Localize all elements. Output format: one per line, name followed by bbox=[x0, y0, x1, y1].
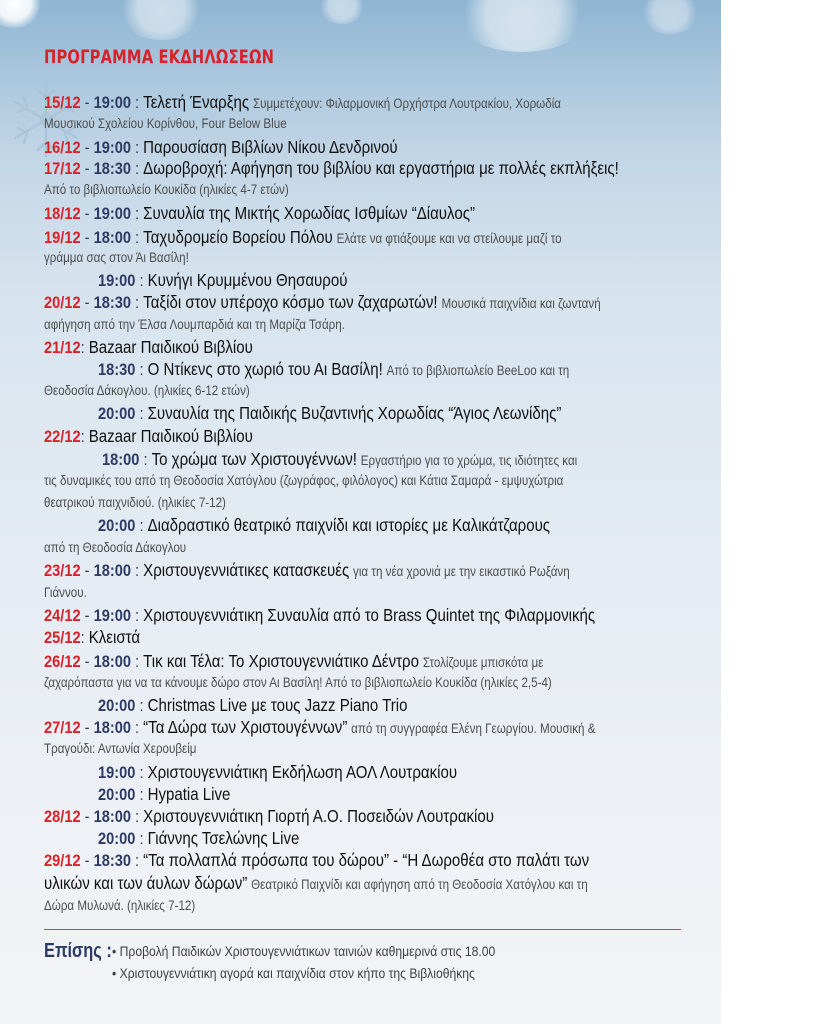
event-date: 28/12 bbox=[44, 807, 81, 826]
time-colon: : bbox=[130, 807, 144, 826]
event-line bbox=[44, 292, 601, 312]
event-line bbox=[98, 784, 230, 804]
event-details: Ελάτε να φτιάξουμε και να στείλουμε μαζί το bbox=[336, 231, 562, 246]
event-line bbox=[98, 515, 550, 535]
event-line bbox=[44, 538, 186, 558]
also-item: • Προβολή Παιδικών Χριστουγεννιάτικων ταινιών καθημερινά στις 18.00 bbox=[112, 944, 496, 959]
event-line bbox=[98, 270, 347, 290]
event-time: 19:00 bbox=[93, 606, 131, 625]
time-colon: : bbox=[135, 404, 148, 423]
event-date: 16/12 bbox=[44, 138, 81, 157]
bokeh-light-2 bbox=[118, 0, 204, 40]
event-title: Ταξίδι στον υπέροχο κόσμο των ζαχαρωτών! bbox=[143, 292, 438, 312]
event-title: Γιάννης Τσελώνης Live bbox=[147, 828, 300, 848]
event-title: Χριστουγεννιάτικη Γιορτή Α.Ο. Ποσειδών Λουτρακίου bbox=[143, 806, 495, 826]
event-line bbox=[44, 114, 287, 134]
time-colon: : bbox=[130, 851, 144, 870]
time-colon: : bbox=[130, 228, 144, 247]
event-title: Διαδραστικό θεατρικό παιχνίδι και ιστορίες με Καλικάτζαρους bbox=[147, 515, 551, 535]
event-title: Τικ και Τέλα: Το Χριστουγεννιάτικο Δέντρο bbox=[143, 651, 419, 671]
time-colon: : bbox=[130, 138, 144, 157]
time-colon: : bbox=[135, 696, 148, 715]
event-line bbox=[44, 137, 398, 157]
divider-line bbox=[44, 929, 681, 930]
event-title: Ο Ντίκενς στο χωριό του Αι Βασίλη! bbox=[147, 359, 383, 379]
event-line bbox=[44, 180, 289, 200]
event-line bbox=[102, 449, 577, 469]
time-colon: : bbox=[130, 159, 144, 178]
event-line bbox=[44, 850, 589, 870]
time-colon: : bbox=[135, 271, 148, 290]
event-line bbox=[44, 493, 226, 513]
event-line bbox=[44, 651, 543, 671]
event-date: 25/12 bbox=[44, 628, 81, 647]
date-separator: - bbox=[80, 718, 94, 737]
event-details: Από το βιβλιοπωλείο BeeLoo και τη bbox=[386, 363, 570, 378]
event-line bbox=[98, 695, 408, 715]
event-details: Τραγούδι: Αντωνία Χερουβείμ bbox=[44, 741, 197, 756]
event-details: Θεατρικό Παιχνίδι και αφήγηση από τη Θεοδοσία Χατόγλου και τη bbox=[251, 877, 588, 892]
time-colon: : bbox=[130, 718, 144, 737]
time-colon: : bbox=[135, 516, 148, 535]
event-details: Δώρα Μυλωνά. (ηλικίες 7-12) bbox=[44, 898, 196, 913]
event-time: 18:30 bbox=[93, 851, 131, 870]
event-date: 18/12 bbox=[44, 204, 81, 223]
event-time: 18:00 bbox=[102, 450, 140, 469]
date-separator: - bbox=[80, 851, 94, 870]
event-line bbox=[44, 426, 253, 446]
event-line bbox=[44, 739, 196, 759]
event-line bbox=[98, 762, 457, 782]
event-title: Χριστουγεννιάτικες κατασκευές bbox=[143, 560, 350, 580]
event-title: Το χρώμα των Χριστουγέννων! bbox=[151, 449, 357, 469]
time-colon: : bbox=[135, 829, 148, 848]
event-time: 19:00 bbox=[93, 204, 131, 223]
event-time: 20:00 bbox=[98, 404, 136, 423]
event-details: ζαχαρόπαστα για να τα κάνουμε δώρο στον Αι Βασίλη! Από το βιβλιοπωλείο Κουκίδα (ηλικίες 2,5-4) bbox=[44, 675, 552, 690]
time-colon: : bbox=[139, 450, 152, 469]
bokeh-light-4 bbox=[452, 0, 592, 52]
bokeh-light-3 bbox=[318, 0, 366, 24]
event-time: 18:30 bbox=[93, 159, 131, 178]
event-title: Παρουσίαση Βιβλίων Νίκου Δενδρινού bbox=[143, 137, 398, 157]
event-title: Συναυλία της Μικτής Χορωδίας Ισθμίων “Δίαυλος” bbox=[143, 203, 475, 223]
event-line bbox=[44, 605, 595, 625]
event-details: αφήγηση από την Έλσα Λουμπαρδιά και τη Μαρίζα Τσάρη. bbox=[44, 317, 345, 332]
bokeh-light-1 bbox=[0, 0, 42, 28]
event-details: Γιάννου. bbox=[44, 585, 87, 600]
date-colon: : bbox=[80, 628, 89, 647]
event-date: 23/12 bbox=[44, 561, 81, 580]
event-details: Εργαστήριο για το χρώμα, τις ιδιότητες και bbox=[360, 453, 578, 468]
event-date: 15/12 bbox=[44, 93, 81, 112]
event-line bbox=[44, 248, 189, 268]
bokeh-light-5 bbox=[640, 0, 700, 34]
event-date: 19/12 bbox=[44, 228, 81, 247]
event-line bbox=[44, 315, 345, 335]
date-separator: - bbox=[80, 293, 94, 312]
event-title: Δωροβροχή: Αφήγηση του βιβλίου και εργαστήρια με πολλές εκπλήξεις! bbox=[143, 158, 619, 178]
date-separator: - bbox=[80, 228, 94, 247]
event-title: Κυνήγι Κρυμμένου Θησαυρού bbox=[147, 270, 348, 290]
event-details: Συμμετέχουν: Φιλαρμονική Ορχήστρα Λουτρακίου, Χορωδία bbox=[252, 96, 562, 111]
event-details: γράμμα σας στον Άι Βασίλη! bbox=[44, 250, 189, 265]
event-title: Ταχυδρομείο Βορείου Πόλου bbox=[143, 227, 333, 247]
event-details: Από το βιβλιοπωλείο Κουκίδα (ηλικίες 4-7 ετών) bbox=[44, 182, 289, 197]
event-line bbox=[44, 896, 195, 916]
event-details: Στολίζουμε μπισκότα με bbox=[422, 655, 544, 670]
event-details: θεατρικού παιχνιδιού. (ηλικίες 7-12) bbox=[44, 495, 226, 510]
event-title: “Τα πολλαπλά πρόσωπα του δώρου” - “Η Δωροθέα στο παλάτι των bbox=[143, 850, 590, 870]
event-details: τις δυναμικές του από τη Θεοδοσία Χατόγλου (ζωγράφος, φιλόλογος) και Κάτια Σαμαρά - εμψυχώτρια bbox=[44, 473, 564, 488]
event-details: από τη συγγραφέα Ελένη Γεωργίου. Μουσική & bbox=[351, 721, 596, 736]
date-separator: - bbox=[80, 93, 94, 112]
event-time: 19:00 bbox=[98, 271, 136, 290]
event-title: υλικών και των άυλων δώρων” bbox=[44, 873, 248, 893]
event-time: 20:00 bbox=[98, 785, 136, 804]
event-line bbox=[44, 673, 552, 693]
event-details: από τη Θεοδοσία Δάκογλου bbox=[44, 540, 187, 555]
event-title: Τελετή Έναρξης bbox=[143, 92, 250, 112]
event-details: Μουσικού Σχολείου Κορίνθου, Four Below Blue bbox=[44, 116, 287, 131]
event-date: 27/12 bbox=[44, 718, 81, 737]
event-line bbox=[44, 158, 619, 178]
event-time: 19:00 bbox=[93, 138, 131, 157]
event-time: 18:30 bbox=[93, 293, 131, 312]
time-colon: : bbox=[130, 293, 144, 312]
event-title: “Τα Δώρα των Χριστουγέννων” bbox=[143, 717, 348, 737]
date-colon: : bbox=[80, 427, 89, 446]
date-separator: - bbox=[80, 204, 94, 223]
event-title: Christmas Live με τους Jazz Piano Trio bbox=[147, 695, 408, 715]
time-colon: : bbox=[130, 652, 144, 671]
event-line bbox=[44, 227, 562, 247]
event-line bbox=[44, 337, 253, 357]
event-line bbox=[98, 828, 299, 848]
event-time: 18:00 bbox=[93, 718, 131, 737]
event-line bbox=[98, 403, 561, 423]
event-line bbox=[44, 203, 475, 223]
event-date: 20/12 bbox=[44, 293, 81, 312]
date-separator: - bbox=[80, 652, 94, 671]
event-time: 20:00 bbox=[98, 829, 136, 848]
event-line bbox=[44, 92, 561, 112]
program-title: ΠΡΟΓΡΑΜΜΑ ΕΚΔΗΛΩΣΕΩΝ bbox=[44, 46, 275, 68]
event-line bbox=[44, 381, 250, 401]
date-separator: - bbox=[80, 807, 94, 826]
time-colon: : bbox=[130, 204, 144, 223]
event-line bbox=[44, 583, 87, 603]
event-line bbox=[44, 471, 563, 491]
event-date: 17/12 bbox=[44, 159, 81, 178]
event-time: 19:00 bbox=[98, 763, 136, 782]
also-label: Επίσης : bbox=[44, 940, 112, 962]
event-date: 29/12 bbox=[44, 851, 81, 870]
date-separator: - bbox=[80, 138, 94, 157]
event-line bbox=[44, 806, 494, 826]
time-colon: : bbox=[130, 561, 144, 580]
event-line bbox=[98, 359, 569, 379]
event-title: Bazaar Παιδικού Βιβλίου bbox=[88, 426, 253, 446]
event-time: 20:00 bbox=[98, 516, 136, 535]
time-colon: : bbox=[135, 785, 148, 804]
date-separator: - bbox=[80, 561, 94, 580]
time-colon: : bbox=[135, 360, 148, 379]
event-line bbox=[44, 717, 595, 737]
event-line bbox=[44, 560, 570, 580]
event-title: Συναυλία της Παιδικής Βυζαντινής Χορωδίας “Άγιος Λεωνίδης” bbox=[147, 403, 562, 423]
time-colon: : bbox=[135, 763, 148, 782]
also-item: • Χριστουγεννιάτικη αγορά και παιχνίδια στον κήπο της Βιβλιοθήκης bbox=[112, 966, 475, 981]
event-title: Χριστουγεννιάτικη Εκδήλωση ΑΟΛ Λουτρακίου bbox=[147, 762, 458, 782]
event-date: 21/12 bbox=[44, 338, 81, 357]
event-time: 18:00 bbox=[93, 652, 131, 671]
event-time: 18:30 bbox=[98, 360, 136, 379]
time-colon: : bbox=[130, 93, 144, 112]
event-time: 18:00 bbox=[93, 228, 131, 247]
event-line bbox=[44, 627, 140, 647]
event-title: Hypatia Live bbox=[147, 784, 231, 804]
date-separator: - bbox=[80, 159, 94, 178]
time-colon: : bbox=[130, 606, 144, 625]
event-date: 22/12 bbox=[44, 427, 81, 446]
date-separator: - bbox=[80, 606, 94, 625]
event-time: 18:00 bbox=[93, 561, 131, 580]
event-title: Χριστουγεννιάτικη Συναυλία από το Brass Quintet της Φιλαρμονικής bbox=[143, 605, 596, 625]
event-time: 18:00 bbox=[93, 807, 131, 826]
event-date: 24/12 bbox=[44, 606, 81, 625]
event-date: 26/12 bbox=[44, 652, 81, 671]
event-details: Θεοδοσία Δάκογλου. (ηλικίες 6-12 ετών) bbox=[44, 383, 250, 398]
event-title: Bazaar Παιδικού Βιβλίου bbox=[88, 337, 253, 357]
event-line bbox=[44, 873, 588, 893]
event-time: 20:00 bbox=[98, 696, 136, 715]
event-details: για τη νέα χρονιά με την εικαστικό Ρωξάνη bbox=[353, 564, 570, 579]
event-details: Μουσικά παιχνίδια και ζωντανή bbox=[441, 296, 601, 311]
event-title: Κλειστά bbox=[88, 627, 141, 647]
date-colon: : bbox=[80, 338, 89, 357]
event-time: 19:00 bbox=[93, 93, 131, 112]
